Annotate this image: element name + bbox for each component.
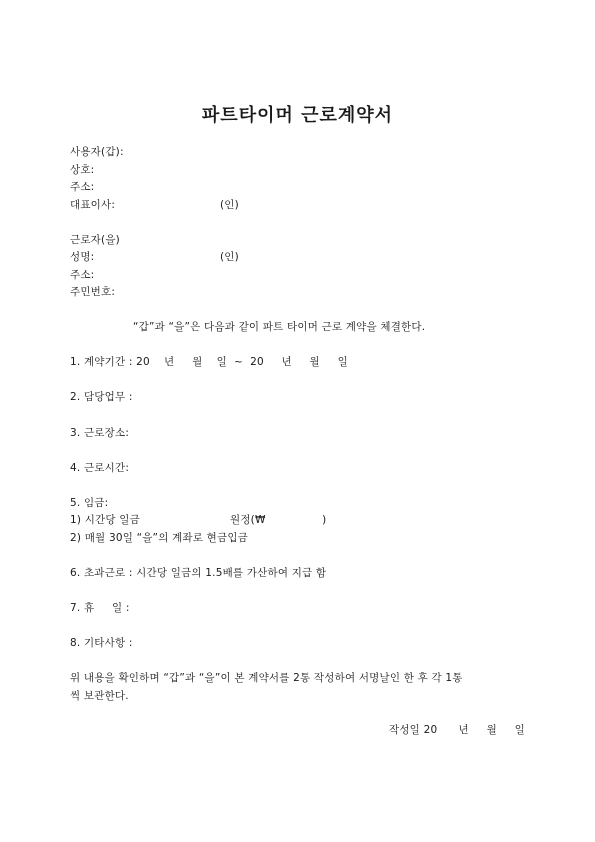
wage-hourly-amount: 원정(₩ ): [230, 514, 327, 526]
clause-overtime: 6. 초과근로 : 시간당 일금의 1.5배를 가산하여 지급 함: [70, 567, 327, 579]
employer-seal-mark: (인): [220, 199, 239, 211]
employer-representative-label: 대표이사:: [70, 199, 116, 211]
clause-contract-period: 1. 계약기간 : 20 년 월 일 ~ 20 년 월 일: [70, 356, 348, 368]
contract-intro: “갑”과 “을”은 다음과 같이 파트 타이머 근로 계약을 체결한다.: [133, 321, 426, 333]
employer-address-label: 주소:: [70, 181, 95, 193]
clause-other: 8. 기타사항 :: [70, 637, 133, 649]
employee-heading: 근로자(을): [70, 234, 120, 246]
closing-statement-line2: 씩 보관한다.: [70, 690, 129, 702]
employee-name-label: 성명:: [70, 251, 95, 263]
clause-duties: 2. 담당업무 :: [70, 391, 133, 403]
date-line: 작성일 20 년 월 일: [389, 724, 525, 736]
document-title: 파트타이머 근로계약서: [201, 105, 394, 126]
clause-working-hours: 4. 근로시간:: [70, 462, 130, 474]
clause-workplace: 3. 근로장소:: [70, 427, 130, 439]
employee-resident-number-label: 주민번호:: [70, 286, 116, 298]
employer-heading: 사용자(갑):: [70, 146, 124, 158]
employee-seal-mark: (인): [220, 251, 239, 263]
employee-address-label: 주소:: [70, 269, 95, 281]
employer-company-label: 상호:: [70, 164, 95, 176]
clause-holiday: 7. 휴 일 :: [70, 602, 130, 614]
closing-statement-line1: 위 내용을 확인하며 “갑”과 “을”이 본 계약서를 2통 작성하여 서명날인 한 후 각 1통: [70, 672, 463, 684]
wage-hourly-label: 1) 시간당 일금: [70, 514, 140, 526]
wage-payment-method: 2) 매월 30일 “을”의 계좌로 현금입금: [70, 532, 249, 544]
clause-wage-heading: 5. 임금:: [70, 497, 109, 509]
